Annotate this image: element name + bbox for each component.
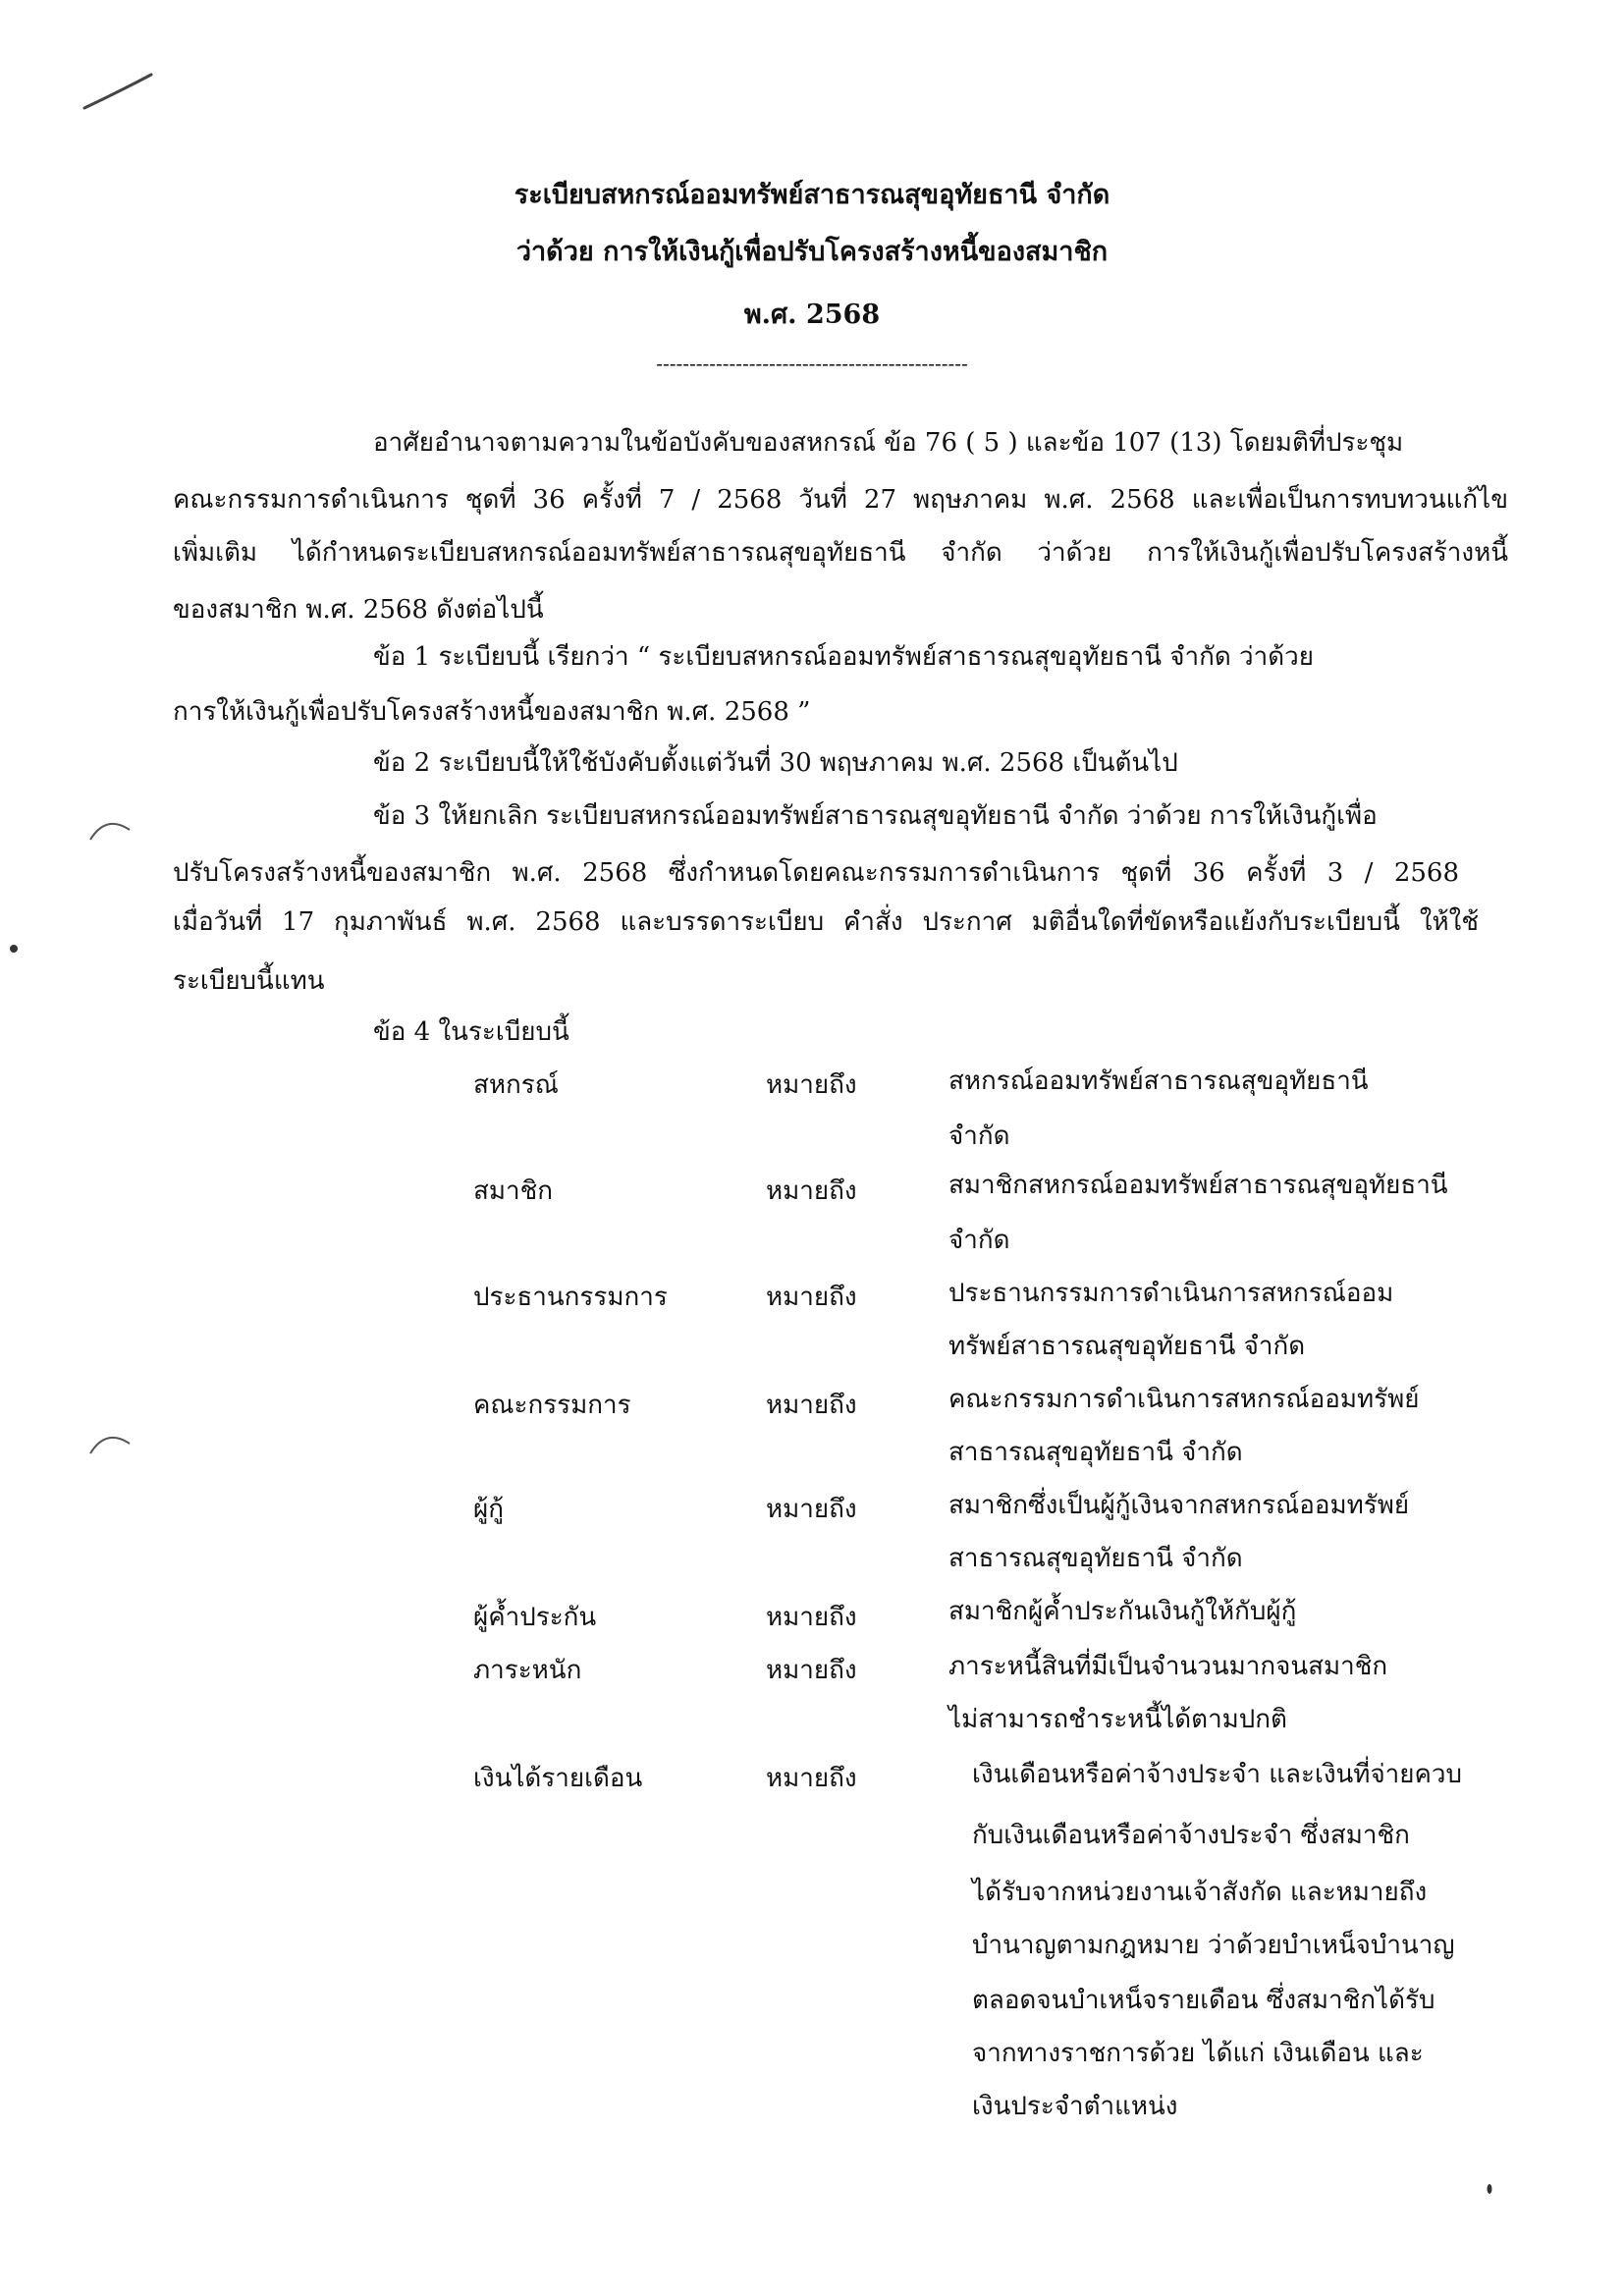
definition-desc: สมาชิกสหกรณ์ออมทรัพย์สาธารณสุขอุทัยธานี — [948, 1171, 1448, 1200]
preamble-line-1: อาศัยอำนาจตามความในข้อบังคับของสหกรณ์ ข้อ 76 ( 5 ) และข้อ 107 (13) โดยมติที่ประชุม — [373, 428, 1404, 458]
definition-desc: เงินเดือนหรือค่าจ้างประจำ และเงินที่จ่ายควบ — [972, 1760, 1463, 1789]
definition-term: สมาชิก — [473, 1176, 553, 1206]
definition-means: หมายถึง — [766, 1070, 857, 1100]
definition-means: หมายถึง — [766, 1283, 857, 1312]
definition-desc: เงินประจำตำแหน่ง — [972, 2092, 1178, 2121]
clause-3-line-3: เมื่อวันที่ 17 กุมภาพันธ์ พ.ศ. 2568 และบรรดาระเบียบ คำสั่ง ประกาศ มติอื่นใดที่ขัดหรือแย้งกับระเบียบนี้ ให้ใช้ — [173, 907, 1479, 937]
definition-desc: สาธารณสุขอุทัยธานี จำกัด — [948, 1438, 1243, 1467]
pen-stroke-mark — [79, 69, 157, 118]
definition-desc: คณะกรรมการดำเนินการสหกรณ์ออมทรัพย์ — [948, 1385, 1420, 1414]
preamble-line-4: ของสมาชิก พ.ศ. 2568 ดังต่อไปนี้ — [173, 595, 544, 625]
definition-term: สหกรณ์ — [473, 1070, 559, 1100]
dot-mark — [8, 943, 20, 955]
definition-means: หมายถึง — [766, 1176, 857, 1206]
page-title-line-1: ระเบียบสหกรณ์ออมทรัพย์สาธารณสุขอุทัยธานี จำกัด — [514, 180, 1110, 210]
clause-3-line-2: ปรับโครงสร้างหนี้ของสมาชิก พ.ศ. 2568 ซึ่งกำหนดโดยคณะกรรมการดำเนินการ ชุดที่ 36 ครั้งที่ 3 / 2568 — [173, 858, 1459, 888]
clause-4: ข้อ 4 ในระเบียบนี้ — [373, 1017, 569, 1047]
definition-means: หมายถึง — [766, 1603, 857, 1632]
definition-desc: จำกัด — [948, 1226, 1010, 1255]
title-separator: ----------------------------------------------- — [656, 352, 968, 375]
definition-term: ผู้ค้ำประกัน — [473, 1603, 597, 1632]
definition-term: คณะกรรมการ — [473, 1391, 631, 1420]
definition-desc: จำกัด — [948, 1121, 1010, 1151]
definition-desc: สมาชิกผู้ค้ำประกันเงินกู้ให้กับผู้กู้ — [948, 1597, 1297, 1626]
preamble-line-3: เพิ่มเติม ได้กำหนดระเบียบสหกรณ์ออมทรัพย์สาธารณสุขอุทัยธานี จำกัด ว่าด้วย การให้เงินกู้เพื่อปรับโครงสร้างหนี้ — [173, 538, 1508, 568]
definition-desc: กับเงินเดือนหรือค่าจ้างประจำ ซึ่งสมาชิก — [972, 1821, 1410, 1850]
definition-desc: สมาชิกซึ่งเป็นผู้กู้เงินจากสหกรณ์ออมทรัพย์ — [948, 1491, 1410, 1520]
definition-desc: ภาระหนี้สินที่มีเป็นจำนวนมากจนสมาชิก — [948, 1652, 1388, 1681]
definition-desc: สาธารณสุขอุทัยธานี จำกัด — [948, 1544, 1243, 1573]
page-title-line-3: พ.ศ. 2568 — [743, 300, 881, 330]
clause-1-line-1: ข้อ 1 ระเบียบนี้ เรียกว่า “ ระเบียบสหกรณ์ออมทรัพย์สาธารณสุขอุทัยธานี จำกัด ว่าด้วย — [373, 642, 1314, 672]
definition-means: หมายถึง — [766, 1391, 857, 1420]
definition-desc: ทรัพย์สาธารณสุขอุทัยธานี จำกัด — [948, 1332, 1306, 1361]
definition-term: ภาระหนัก — [473, 1656, 582, 1685]
definition-term: เงินได้รายเดือน — [473, 1764, 643, 1793]
definition-desc: จากทางราชการด้วย ได้แก่ เงินเดือน และ — [972, 2039, 1424, 2068]
definition-means: หมายถึง — [766, 1495, 857, 1524]
definition-means: หมายถึง — [766, 1764, 857, 1793]
definition-desc: ไม่สามารถชำระหนี้ได้ตามปกติ — [948, 1705, 1287, 1734]
definition-desc: ตลอดจนบำเหน็จรายเดือน ซึ่งสมาชิกได้รับ — [972, 1986, 1435, 2015]
definition-desc: ได้รับจากหน่วยงานเจ้าสังกัด และหมายถึง — [972, 1878, 1428, 1907]
dot-mark — [1485, 2182, 1494, 2196]
clause-1-line-2: การให้เงินกู้เพื่อปรับโครงสร้างหนี้ของสมาชิก พ.ศ. 2568 ” — [173, 697, 811, 727]
definition-desc: ประธานกรรมการดำเนินการสหกรณ์ออม — [948, 1279, 1394, 1308]
definition-term: ประธานกรรมการ — [473, 1283, 668, 1312]
preamble-line-2: คณะกรรมการดำเนินการ ชุดที่ 36 ครั้งที่ 7 / 2568 วันที่ 27 พฤษภาคม พ.ศ. 2568 และเพื่อเป็นการทบทวนแก้ไข — [173, 485, 1508, 515]
clause-3-line-4: ระเบียบนี้แทน — [173, 966, 325, 996]
punch-hole-mark — [86, 1424, 135, 1463]
clause-3-line-1: ข้อ 3 ให้ยกเลิก ระเบียบสหกรณ์ออมทรัพย์สาธารณสุขอุทัยธานี จำกัด ว่าด้วย การให้เงินกู้เพื่อ — [373, 801, 1378, 831]
page-title-line-2: ว่าด้วย การให้เงินกู้เพื่อปรับโครงสร้างหนี้ของสมาชิก — [515, 237, 1109, 267]
definition-term: ผู้กู้ — [473, 1495, 504, 1524]
punch-hole-mark — [86, 810, 135, 849]
definition-desc: สหกรณ์ออมทรัพย์สาธารณสุขอุทัยธานี — [948, 1066, 1369, 1096]
definition-desc: บำนาญตามกฎหมาย ว่าด้วยบำเหน็จบำนาญ — [972, 1931, 1455, 1960]
clause-2: ข้อ 2 ระเบียบนี้ให้ใช้บังคับตั้งแต่วันที่ 30 พฤษภาคม พ.ศ. 2568 เป็นต้นไป — [373, 748, 1178, 778]
definition-means: หมายถึง — [766, 1656, 857, 1685]
